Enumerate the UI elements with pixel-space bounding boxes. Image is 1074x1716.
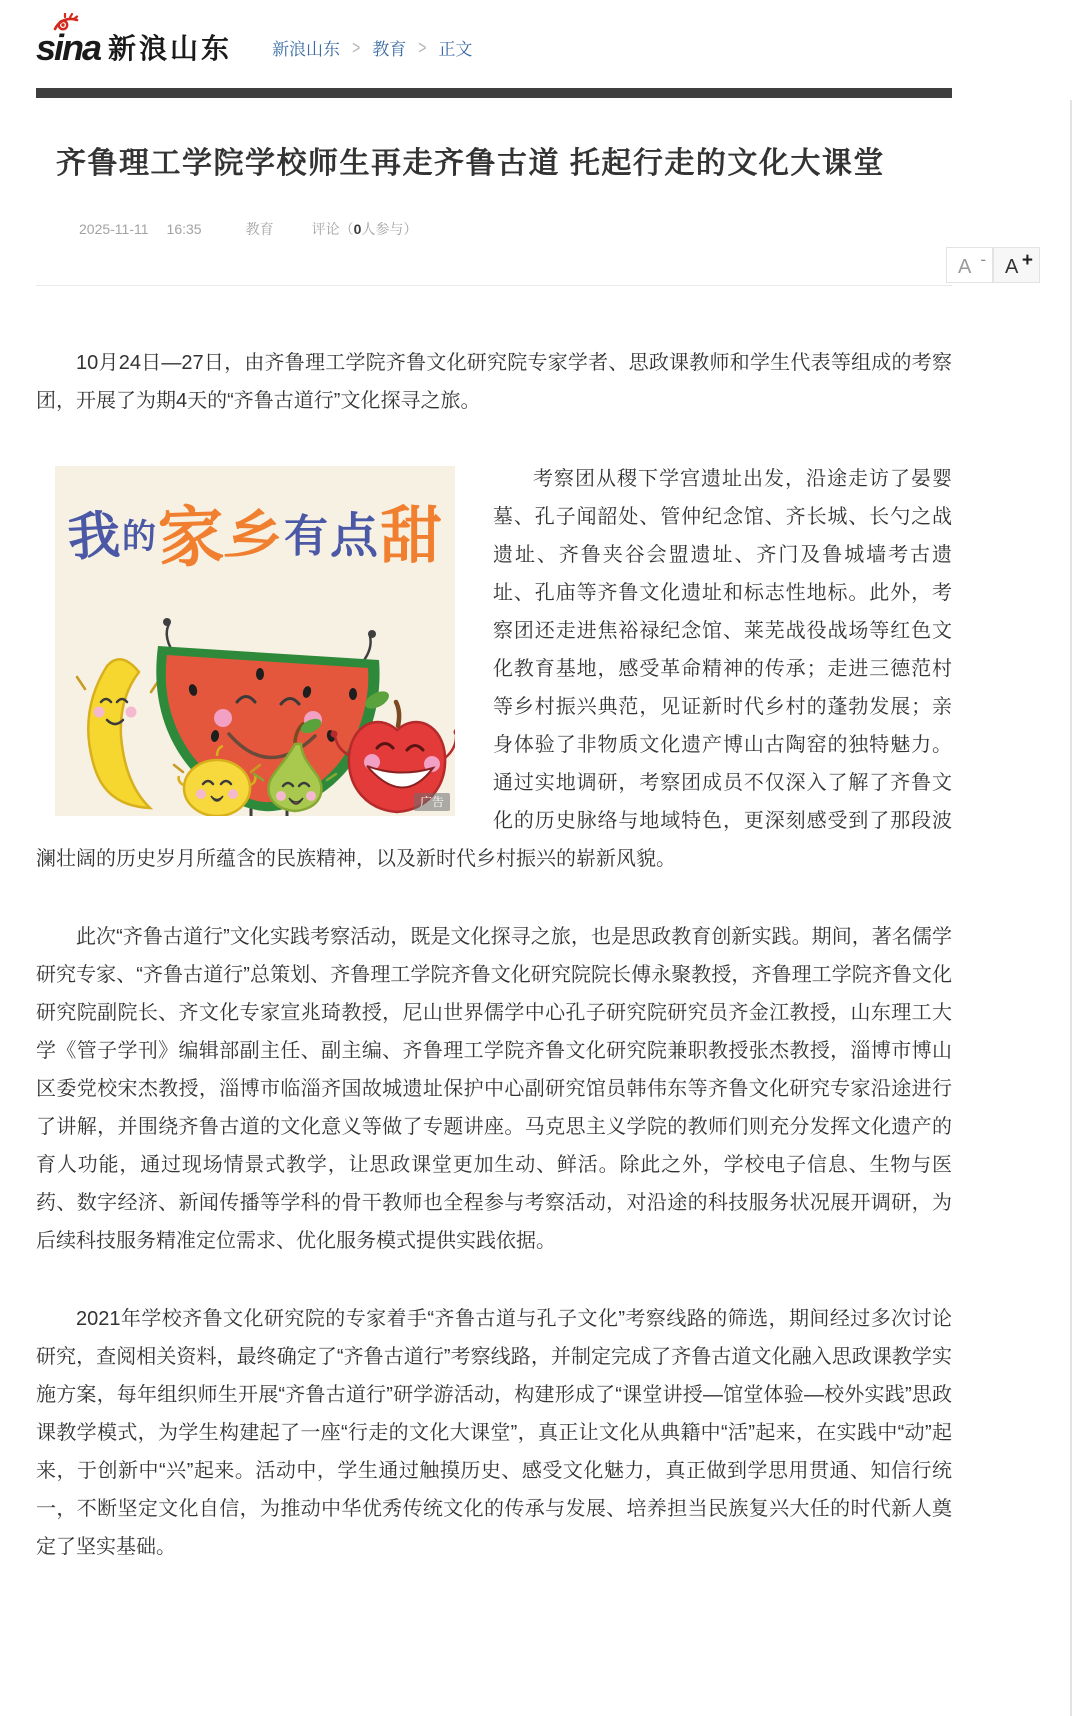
- article-body: [36, 286, 952, 1566]
- font-decrease-letter: A: [958, 256, 972, 278]
- title-top-bar: [36, 88, 952, 98]
- ad-title-char: 乡: [221, 500, 288, 573]
- paragraph: 10月24日—27日，由齐鲁理工学院齐鲁文化研究院专家学者、思政课教师和学生代表等组成的考察团，开展了为期4天的“齐鲁古道行”文化探寻之旅。: [36, 352, 952, 412]
- breadcrumb-link-home[interactable]: 新浪山东: [272, 39, 341, 59]
- ad-badge: 广告: [414, 793, 450, 811]
- sina-logo-text: sina: [36, 19, 100, 69]
- comments-prefix: 评论（: [311, 221, 354, 237]
- comments-suffix: 人参与）: [361, 221, 418, 237]
- banana-icon: [77, 659, 159, 808]
- font-decrease-button[interactable]: [946, 247, 993, 283]
- ad-title-char: 的: [121, 518, 156, 556]
- font-increase-button[interactable]: [993, 247, 1040, 283]
- fruit-illustration: [55, 594, 455, 816]
- ad-title-char: 我: [66, 506, 122, 568]
- article-header: [36, 98, 952, 286]
- paragraph-text: 考察团从稷下学宫遗址出发，沿途走访了晏婴墓、孔子闻韶处、管仲纪念馆、齐长城、长勺之战遗址、齐鲁夹谷会盟遗址、齐门及鲁城墙考古遗址、孔庙等齐鲁文化遗址和标志性地标。此外，考察团还走进焦裕禄纪念馆、莱芜战役战场等红色文化教育基地，感受革命精神的传承；走进三德范村等乡村振兴典范，见证新时代乡村的蓬勃发展；亲身体验了非物质文化遗产博山古陶窑的独特魅力。通过实地调研，考察团成员不仅深入了解了齐鲁文化的历史脉络与地域特色，更深刻感受到了那段波澜壮阔的历史岁月所蕴含的民族精神，以及新时代乡村振兴的崭新风貌。: [36, 468, 952, 870]
- breadcrumb-separator-icon: >: [352, 35, 361, 59]
- plus-icon: +: [1021, 250, 1033, 271]
- article-title: 齐鲁理工学院学校师生再走齐鲁古道 托起行走的文化大课堂: [56, 147, 885, 180]
- site-logo[interactable]: [36, 19, 232, 69]
- publish-time: 16:35: [166, 221, 202, 237]
- sidebar-divider: [1070, 100, 1072, 1716]
- ad-image[interactable]: [55, 466, 455, 816]
- comments-link[interactable]: [312, 219, 418, 239]
- ad-title-char: 家: [156, 498, 226, 576]
- minus-icon: -: [980, 250, 986, 269]
- font-size-controls: [946, 247, 1040, 283]
- comment-count: 0: [353, 221, 362, 237]
- publish-date: 2025-11-11: [79, 221, 149, 237]
- breadcrumb-link-category[interactable]: 教育: [372, 39, 407, 59]
- paragraph: 此次“齐鲁古道行”文化实践考察活动，既是文化探寻之旅，也是思政教育创新实践。期间，著名儒学研究专家、“齐鲁古道行”总策划、齐鲁理工学院齐鲁文化研究院院长傅永聚教授，齐鲁理工学院齐鲁文化研究院副院长、齐文化专家宣兆琦教授，尼山世界儒学中心孔子研究院研究员齐金江教授，山东理工大学《管子学刊》编辑部副主任、副主编、齐鲁理工学院齐鲁文化研究院兼职教授张杰教授，淄博市博山区委党校宋杰教授，淄博市临淄齐国故城遗址保护中心副研究馆员韩伟东等齐鲁文化研究专家沿途进行了讲解，并围绕齐鲁古道的文化意义等做了专题讲座。马克思主义学院的教师们则充分发挥文化遗产的育人功能，通过现场情景式教学，让思政课堂更加生动、鲜活。除此之外，学校电子信息、生物与医药、数字经济、新闻传播等学科的骨干教师也全程参与考察活动，对沿途的科技服务状况展开调研，为后续科技服务精准定位需求、优化服务模式提供实践依据。: [36, 926, 952, 1252]
- breadcrumb-link-current[interactable]: 正文: [438, 39, 473, 59]
- site-name: 新浪山东: [108, 33, 233, 64]
- paragraph: 2021年学校齐鲁文化研究院的专家着手“齐鲁古道与孔子文化”考察线路的筛选，期间经过多次讨论研究，查阅相关资料，最终确定了“齐鲁古道行”考察线路，并制定完成了齐鲁古道文化融入思政课教学实施方案，每年组织师生开展“齐鲁古道行”研学游活动，构建形成了“课堂讲授—馆堂体验—校外实践”思政课教学模式，为学生构建起了一座“行走的文化大课堂”，真正让文化从典籍中“活”起来，在实践中“动”起来，于创新中“兴”起来。活动中，学生通过触摸历史、感受文化魅力，真正做到学思用贯通、知信行统一，不断坚定文化自信，为推动中华优秀传统文化的传承与发展、培养担当民族复兴大任的时代新人奠定了坚实基础。: [36, 1308, 952, 1558]
- breadcrumb-separator-icon: >: [418, 35, 427, 59]
- breadcrumb: [272, 29, 472, 60]
- paragraph-with-image: [36, 460, 952, 878]
- article-meta: [56, 219, 952, 239]
- category-link[interactable]: 教育: [245, 221, 274, 237]
- ad-title-char: 甜: [380, 502, 443, 571]
- font-increase-letter: A: [1005, 256, 1019, 278]
- site-header: [0, 0, 1074, 88]
- sina-eye-icon: [52, 13, 82, 33]
- ad-title-char: 有: [283, 512, 328, 561]
- ad-title-char: 点: [329, 510, 378, 563]
- ad-title: [55, 498, 455, 576]
